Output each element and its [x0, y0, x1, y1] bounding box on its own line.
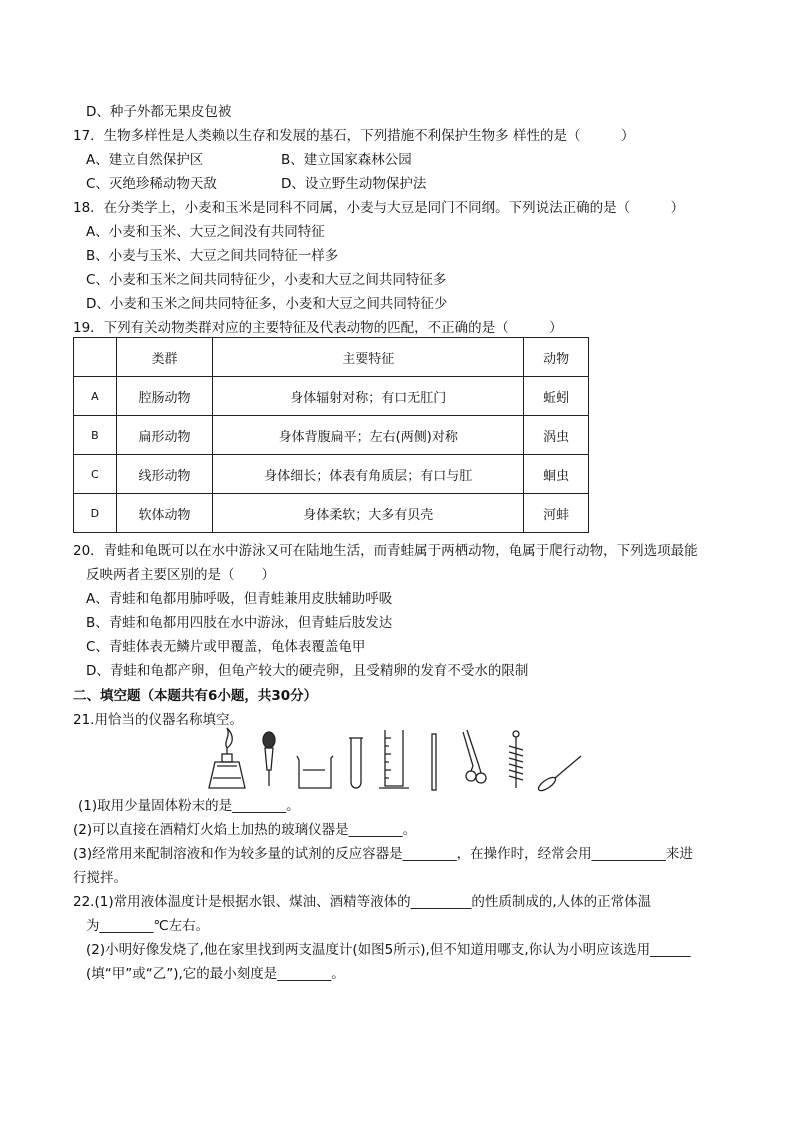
- q18-stem: 18．在分类学上，小麦和玉米是同科不同属，小麦与大豆是同门不同纲。下列说法正确的是（ ）: [73, 200, 685, 216]
- table-cell: 软体动物: [116, 494, 212, 533]
- q20-option-b: B、青蛙和龟都用四肢在水中游泳，但青蛙后肢发达: [86, 615, 393, 631]
- table-row: [74, 377, 589, 416]
- q17-stem: 17．生物多样性是人类赖以生存和发展的基石，下列措施不利保护生物多 样性的是（ ）: [73, 128, 635, 144]
- q20-option-a: A、青蛙和龟都用肺呼吸，但青蛙兼用皮肤辅助呼吸: [86, 591, 393, 607]
- q17-option-c: C、灭绝珍稀动物天敌: [86, 176, 217, 192]
- table-cell: 线形动物: [116, 455, 212, 494]
- table-header-cell: [74, 338, 117, 377]
- q20-option-d: D、青蛙和龟都产卵，但龟产较大的硬壳卵，且受精卵的发育不受水的限制: [86, 663, 529, 679]
- table-header-row: [74, 338, 589, 377]
- q17-option-b: B、建立国家森林公园: [281, 152, 412, 168]
- table-cell: D: [74, 494, 117, 533]
- test-tube-brush-icon: [509, 731, 523, 788]
- q22-part2-line2: (填“甲”或“乙”),它的最小刻度是________。: [86, 966, 345, 982]
- table-cell: 蚯蚓: [524, 377, 589, 416]
- q17-option-a: A、建立自然保护区: [86, 152, 204, 168]
- table-cell: 扁形动物: [116, 416, 212, 455]
- table-cell: 涡虫: [524, 416, 589, 455]
- q19-stem: 19．下列有关动物类群对应的主要特征及代表动物的匹配，不正确的是（ ）: [73, 320, 563, 336]
- q20-stem-line1: 20．青蛙和龟既可以在水中游泳又可在陆地生活，而青蛙属于两栖动物，龟属于爬行动物，下列选项最能: [73, 543, 698, 559]
- q21-stem: 21.用恰当的仪器名称填空。: [73, 712, 243, 728]
- graduated-cylinder-icon: [379, 730, 409, 788]
- table-cell: 身体背腹扁平；左右(两侧)对称: [213, 416, 524, 455]
- glass-rod-icon: [432, 734, 436, 790]
- table-row: [74, 494, 589, 533]
- table-cell: 河蚌: [524, 494, 589, 533]
- table-header-cell: 动物: [524, 338, 589, 377]
- q21-part2: (2)可以直接在酒精灯火焰上加热的玻璃仪器是________。: [73, 822, 417, 838]
- lab-equipment-figure: [205, 726, 585, 792]
- q18-option-c: C、小麦和玉米之间共同特征少，小麦和大豆之间共同特征多: [86, 272, 447, 288]
- table-cell: 身体柔软；大多有贝壳: [213, 494, 524, 533]
- q20-stem-line2: 反映两者主要区别的是（ ）: [86, 567, 275, 583]
- spatula-icon: [537, 756, 581, 792]
- q22-part1-line2: 为________℃左右。: [86, 918, 210, 934]
- q22-part1-line1: 22.(1)常用液体温度计是根据水银、煤油、酒精等液体的_________的性质制成的,人体的正常体温: [73, 894, 652, 910]
- table-cell: 蛔虫: [524, 455, 589, 494]
- q22-part2-line1: (2)小明好像发烧了,他在家里找到两支温度计(如图5所示),但不知道用哪支,你认为小明应该选用______: [86, 942, 691, 958]
- alcohol-lamp-icon: [209, 728, 245, 788]
- q21-part1: (1)取用少量固体粉末的是________。: [78, 798, 300, 814]
- q18-option-d: D、小麦和玉米之间共同特征多，小麦和大豆之间共同特征少: [86, 296, 448, 312]
- table-header-cell: 主要特征: [213, 338, 524, 377]
- section-title: 二、填空题（本题共有6小题，共30分）: [73, 688, 318, 704]
- q16-option-d: D、种子外都无果皮包被: [86, 104, 232, 120]
- dropper-icon: [263, 732, 275, 786]
- q20-option-c: C、青蛙体表无鳞片或甲覆盖，龟体表覆盖龟甲: [86, 639, 366, 655]
- table-cell: 身体细长；体表有角质层；有口与肛: [213, 455, 524, 494]
- q19-table: [73, 337, 589, 533]
- beaker-icon: [297, 756, 333, 788]
- table-cell: C: [74, 455, 117, 494]
- q18-option-b: B、小麦与玉米、大豆之间共同特征一样多: [86, 248, 339, 264]
- q17-option-d: D、设立野生动物保护法: [281, 176, 427, 192]
- q21-part3-line1: (3)经常用来配制溶液和作为较多量的试剂的反应容器是________，在操作时，经常会用___________来进: [73, 846, 693, 862]
- test-tube-icon: [349, 738, 363, 788]
- table-cell: A: [74, 377, 117, 416]
- table-header-cell: 类群: [116, 338, 212, 377]
- q18-option-a: A、小麦和玉米、大豆之间没有共同特征: [86, 224, 325, 240]
- table-cell: B: [74, 416, 117, 455]
- table-cell: 身体辐射对称；有口无肛门: [213, 377, 524, 416]
- q21-part3-line2: 行搅拌。: [73, 870, 127, 886]
- crucible-tongs-icon: [463, 730, 486, 783]
- table-cell: 腔肠动物: [116, 377, 212, 416]
- table-row: [74, 416, 589, 455]
- table-row: [74, 455, 589, 494]
